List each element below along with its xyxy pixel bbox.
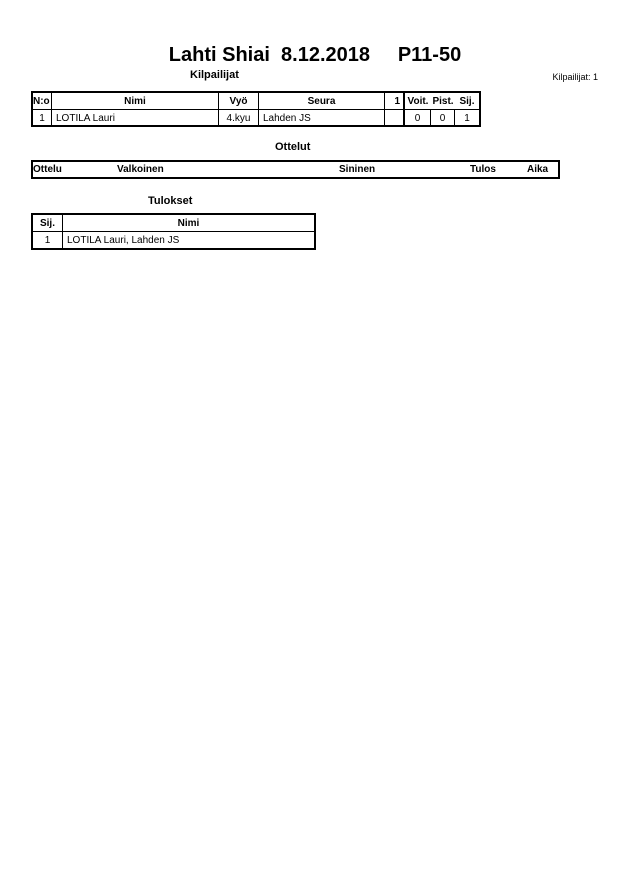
- col-result-name: Nimi: [177, 217, 200, 229]
- cell-no: 1: [33, 110, 52, 126]
- competitors-stats: [405, 93, 479, 125]
- results-table: [31, 213, 316, 250]
- matches-table: [31, 160, 560, 179]
- competitors-main: [33, 93, 405, 125]
- col-result-rank: Sij.: [33, 215, 63, 231]
- matches-header-row: [33, 162, 558, 177]
- col-wins: Voit.: [407, 95, 429, 107]
- event-date: 8.12.2018: [281, 44, 371, 66]
- participants-count: Kilpailijat: 1: [552, 72, 598, 82]
- competitors-table: [31, 91, 481, 127]
- cell-pool: [385, 110, 403, 126]
- col-blue: Sininen: [339, 164, 376, 175]
- col-belt: Vyö: [219, 93, 259, 109]
- col-white: Valkoinen: [117, 164, 164, 175]
- cell-result-name: LOTILA Lauri, Lahden JS: [67, 234, 180, 246]
- stats-header-row: [405, 93, 479, 110]
- col-club: Seura: [259, 93, 385, 109]
- competitors-heading: Kilpailijat: [190, 69, 239, 81]
- results-header-row: [33, 215, 314, 232]
- col-result: Tulos: [470, 164, 496, 175]
- cell-name: LOTILA Lauri: [52, 110, 219, 126]
- cell-belt: 4.kyu: [219, 110, 259, 126]
- table-row: [405, 110, 479, 126]
- event-name: Lahti Shiai: [168, 44, 270, 66]
- results-heading: Tulokset: [148, 195, 193, 207]
- category-name: P11-50: [397, 44, 462, 66]
- col-points: Pist.: [432, 95, 454, 107]
- table-row: [33, 232, 314, 248]
- cell-wins: 0: [405, 110, 431, 126]
- col-name: Nimi: [52, 93, 219, 109]
- col-pool: 1: [394, 95, 400, 107]
- col-time: Aika: [527, 164, 549, 175]
- matches-heading: Ottelut: [275, 141, 311, 153]
- competitors-header-row: [33, 93, 403, 110]
- cell-points: 0: [431, 110, 455, 126]
- page-title: [0, 44, 630, 67]
- cell-rank: 1: [464, 112, 470, 124]
- table-row: [33, 110, 403, 126]
- col-match: Ottelu: [33, 164, 62, 175]
- col-no: N:o: [33, 93, 52, 109]
- cell-club: Lahden JS: [259, 110, 385, 126]
- col-rank: Sij.: [459, 95, 475, 107]
- cell-result-rank: 1: [33, 232, 63, 248]
